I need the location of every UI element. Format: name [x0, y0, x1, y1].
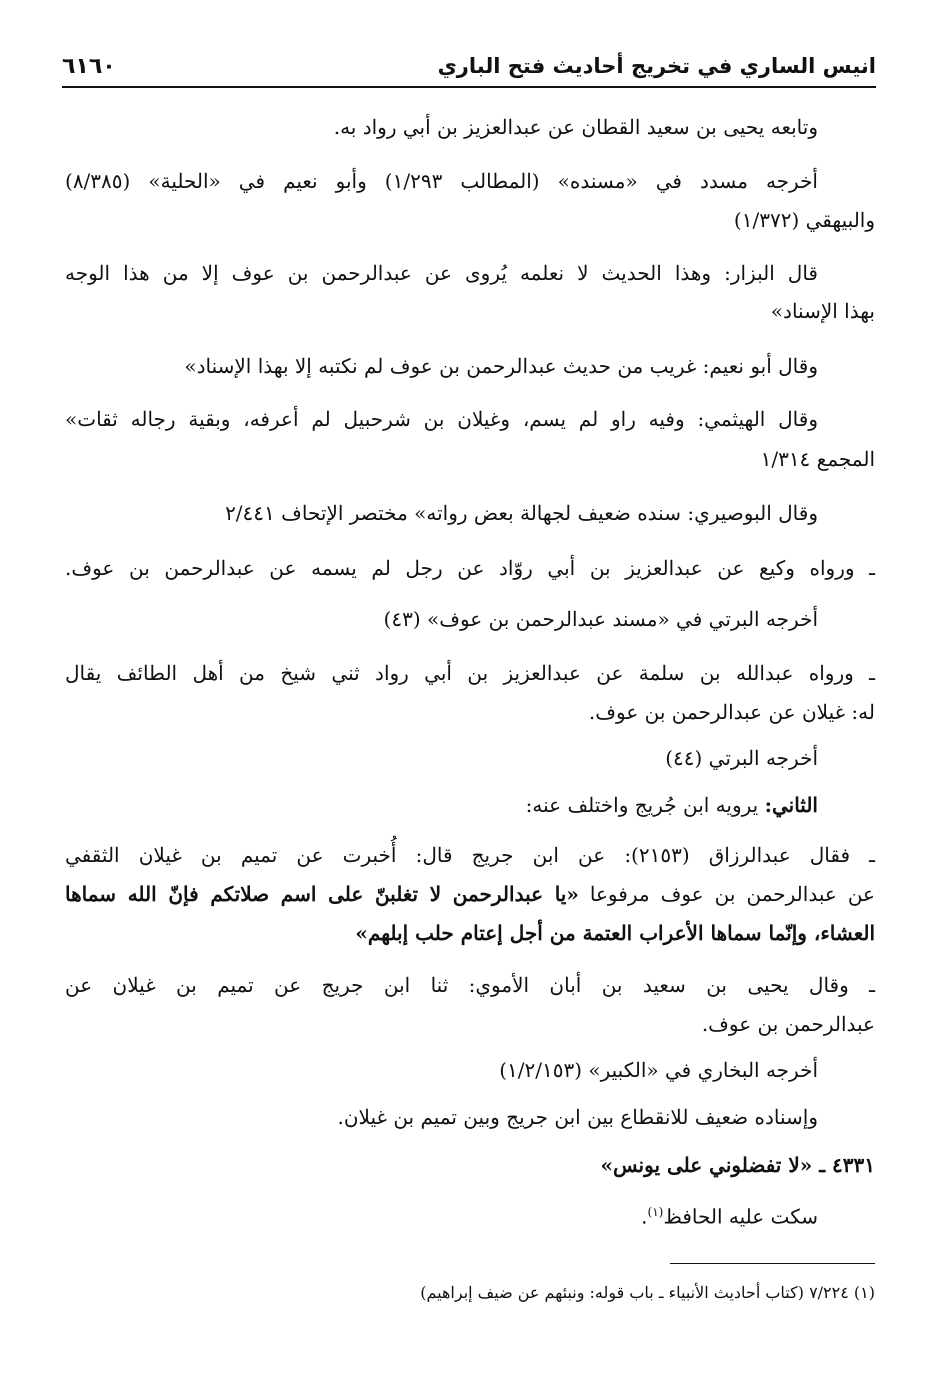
text-span: عن عبدالرحمن بن عوف مرفوعا	[589, 882, 875, 906]
text-line: وقال البوصيري: سنده ضعيف لجهالة بعض رواته» مختصر الإتحاف ٢/٤٤١	[225, 501, 818, 525]
text-line: أخرجه البخاري في «الكبير» (١/٢/١٥٣)	[499, 1058, 818, 1082]
text-line: ـ ورواه وكيع عن عبدالعزيز بن أبي روّاد عن رجل لم يسمه عن عبدالرحمن بن عوف.	[65, 556, 875, 580]
text-line: أخرجه البرتي (٤٤)	[665, 746, 818, 770]
text-line: وإسناده ضعيف للانقطاع بين ابن جريج وبين تميم بن غيلان.	[337, 1105, 818, 1129]
text-line: سكت عليه الحافظ$^{(١)}$.	[641, 1204, 818, 1229]
text-line: له: غيلان عن عبدالرحمن بن عوف.	[588, 700, 875, 724]
text-span: سكت عليه الحافظ	[663, 1204, 818, 1229]
text-line: والبيهقي (١/٣٧٢)	[733, 208, 875, 232]
text-line: أخرجه مسدد في «مسنده» (المطالب ١/٢٩٣) وأبو نعيم في «الحلية» (٨/٣٨٥)	[65, 169, 818, 193]
text-line: وقال أبو نعيم: غريب من حديث عبدالرحمن بن عوف لم نكتبه إلا بهذا الإسناد»	[184, 354, 818, 378]
text-line: عبدالرحمن بن عوف.	[701, 1012, 875, 1036]
hadith-heading: ٤٣٣١ ـ «لا تفضلوني على يونس»	[600, 1153, 875, 1177]
hadith-text: «يا عبدالرحمن لا تغلبنّ على اسم صلاتكم فإنّ الله سماها	[65, 882, 579, 906]
text-line: المجمع ١/٣١٤	[760, 447, 875, 471]
hadith-text: العشاء، وإنّما سماها الأعراب العتمة من أجل إعتام حلب إبلهم»	[355, 921, 875, 945]
text-line: قال البزار: وهذا الحديث لا نعلمه يُروى عن عبدالرحمن بن عوف إلا من هذا الوجه	[65, 261, 818, 285]
footnote: (١) ٧/٢٢٤ (كتاب أحاديث الأنبياء ـ باب قوله: ونبئهم عن ضيف إبراهيم)	[420, 1283, 875, 1302]
text-line: وتابعه يحيى بن سعيد القطان عن عبدالعزيز بن أبي رواد به.	[333, 115, 818, 139]
text-line: ـ فقال عبدالرزاق (٢١٥٣): عن ابن جريج قال: أُخبرت عن تميم بن غيلان الثقفي	[65, 843, 875, 867]
footnote-separator	[670, 1263, 875, 1264]
footnote-marker: (١)	[647, 1205, 664, 1219]
text-line	[65, 879, 875, 909]
text-line: أخرجه البرتي في «مسند عبدالرحمن بن عوف» (٤٣)	[383, 607, 818, 631]
text-line: ـ ورواه عبدالله بن سلمة عن عبدالعزيز بن أبي رواد ثني شيخ من أهل الطائف يقال	[65, 661, 875, 685]
page-header	[62, 46, 876, 88]
text-line: الثاني: يرويه ابن جُريج واختلف عنه:	[525, 793, 818, 817]
text-line: بهذا الإسناد»	[770, 299, 875, 323]
bold-label: الثاني:	[764, 793, 818, 817]
text-line: وقال الهيثمي: وفيه راو لم يسم، وغيلان بن شرحبيل لم أعرفه، وبقية رجاله ثقات»	[65, 407, 818, 431]
running-title: انيس الساري في تخريج أحاديث فتح الباري	[437, 54, 876, 78]
page-number: ٦١٦٠	[62, 53, 116, 79]
text-line: ـ وقال يحيى بن سعيد بن أبان الأموي: ثنا ابن جريج عن تميم بن غيلان عن	[65, 973, 875, 997]
